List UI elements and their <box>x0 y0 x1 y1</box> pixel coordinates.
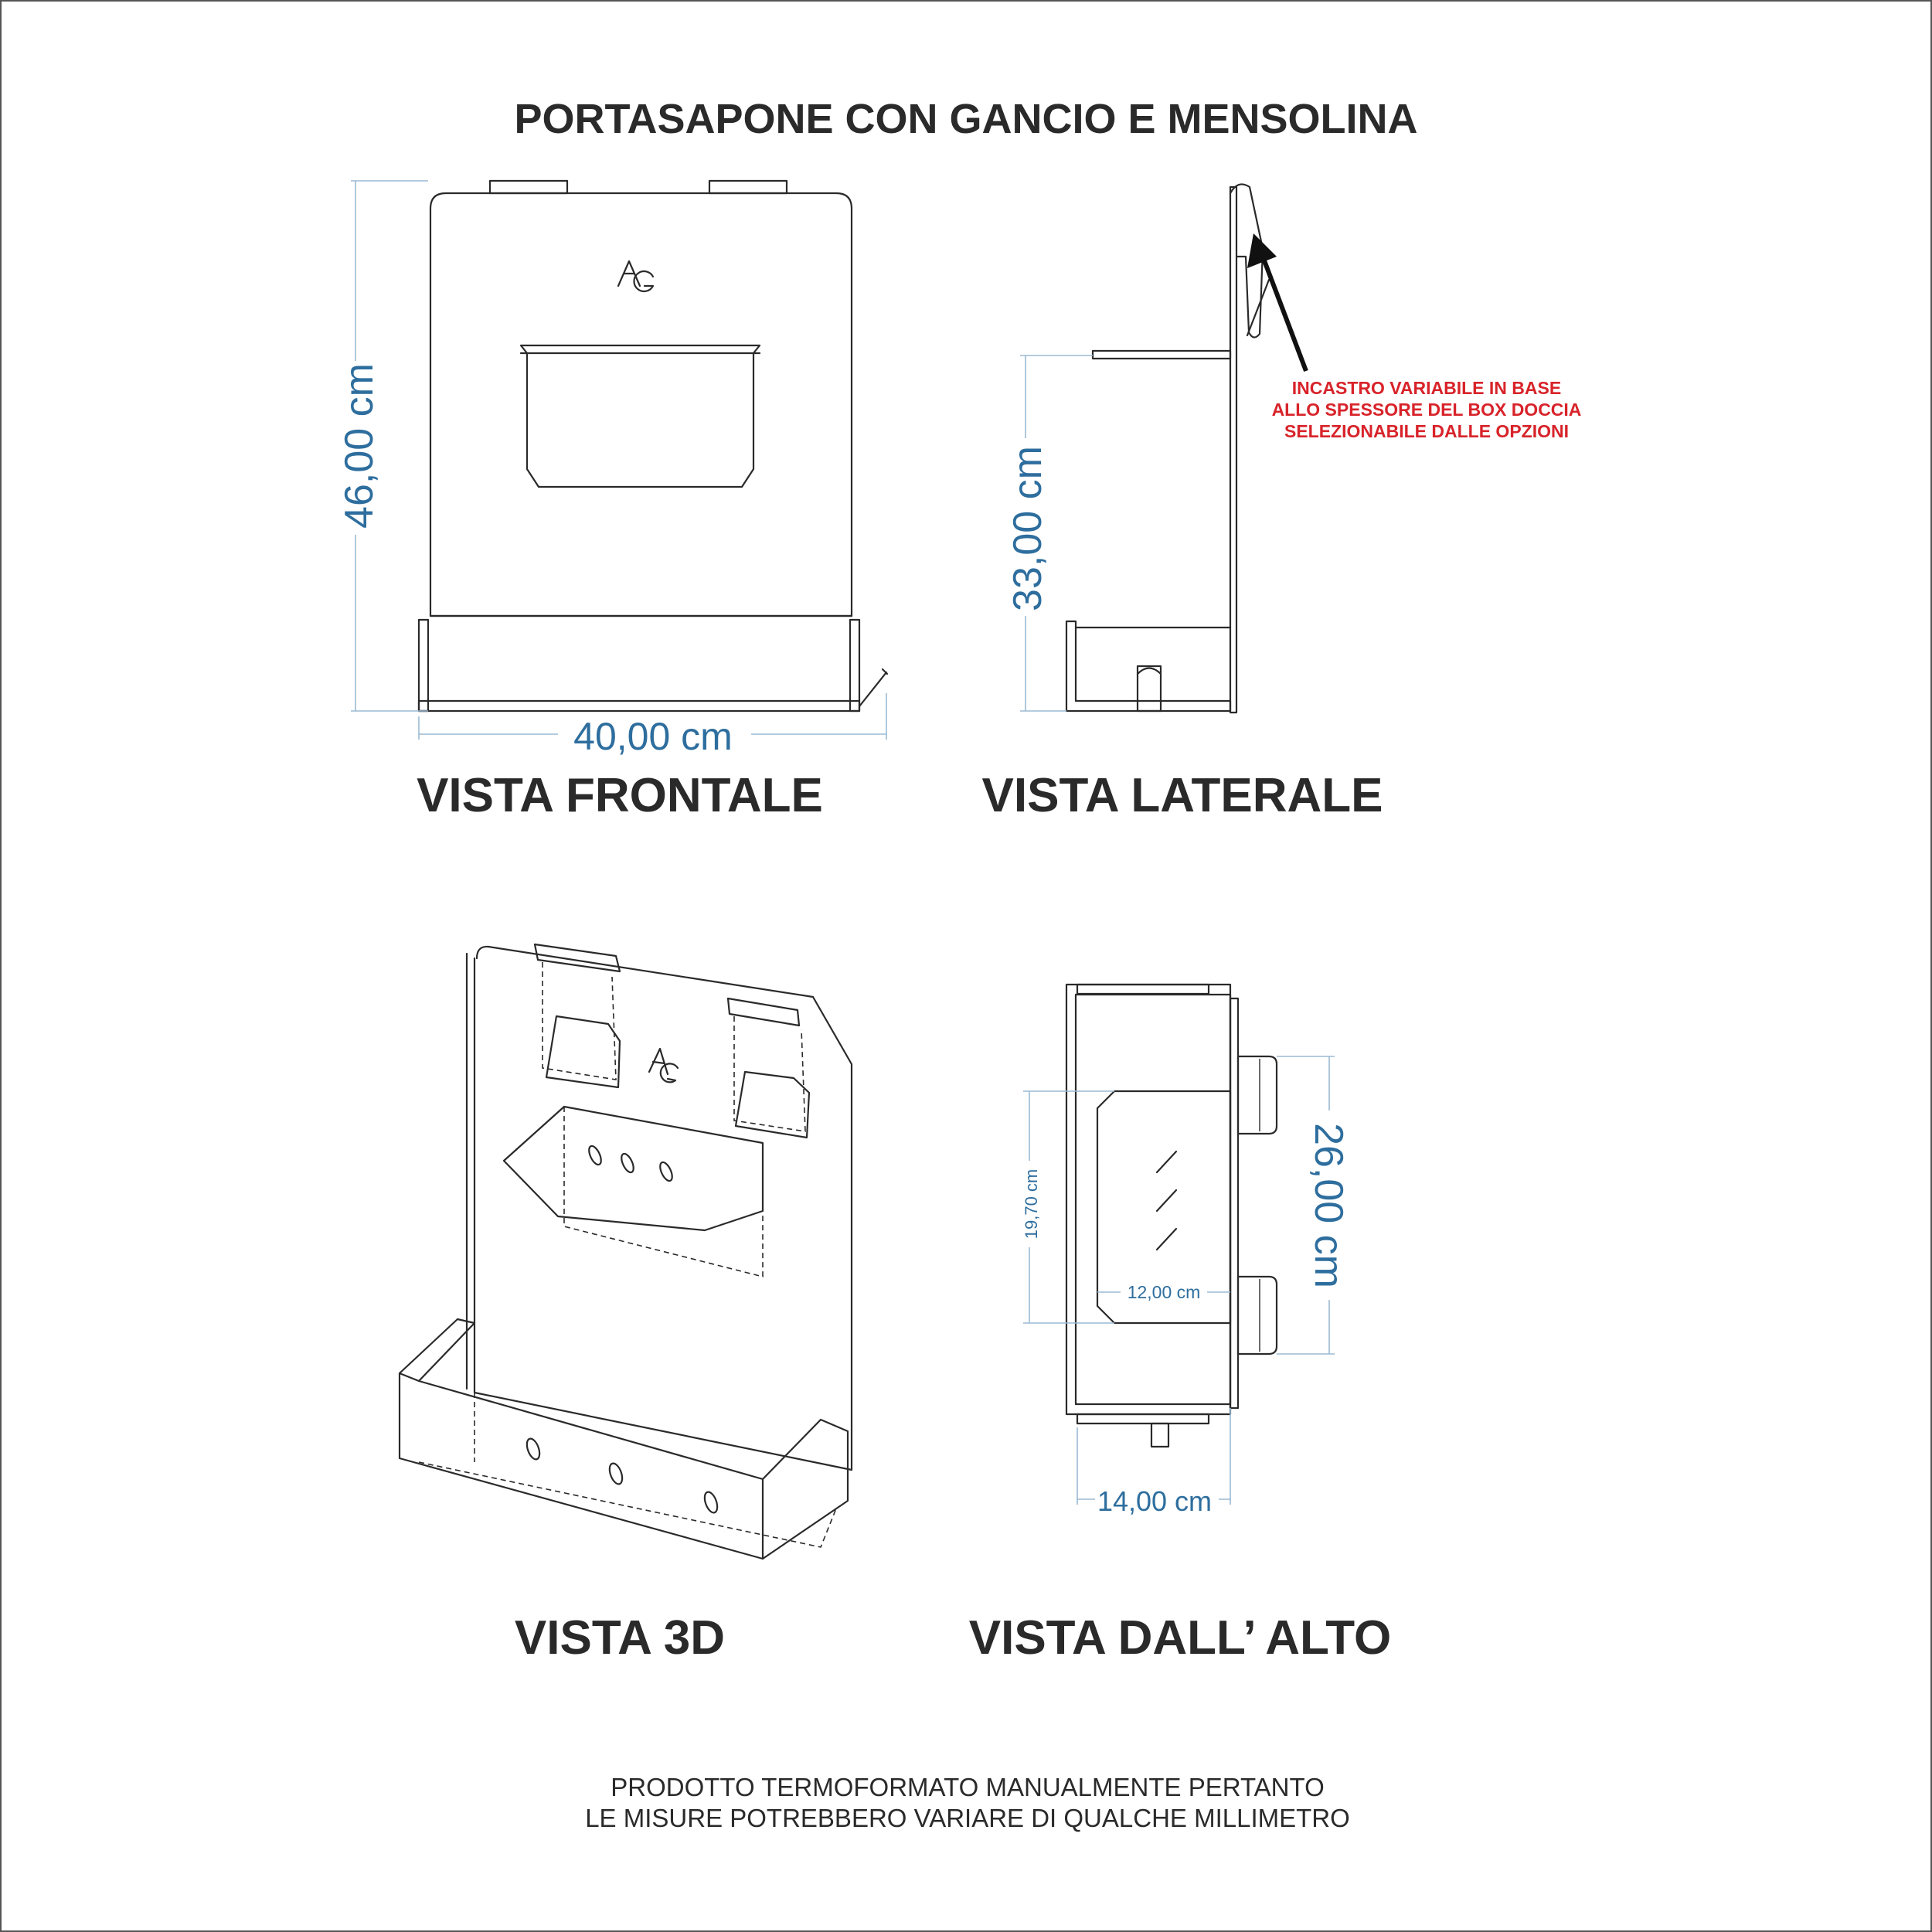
top-shelf-length-dimension: 19,70 cm <box>1022 1168 1041 1240</box>
top-hook-upper <box>1238 1056 1277 1134</box>
front-width-dimension: 40,00 cm <box>573 715 733 758</box>
front-logo-icon <box>618 261 653 291</box>
page-title: PORTASAPONE CON GANCIO E MENSOLINA <box>514 96 1418 142</box>
iso-shelf <box>504 1107 763 1277</box>
iso-logo-icon <box>649 1049 678 1082</box>
top-depth-dimension: 14,00 cm <box>1097 1485 1213 1517</box>
side-arrow <box>1263 257 1306 371</box>
front-view <box>351 181 887 740</box>
front-back-panel <box>430 193 852 616</box>
top-view-label: VISTA DALL’ ALTO <box>968 1611 1392 1665</box>
side-note-line-2: ALLO SPESSORE DEL BOX DOCCIA <box>1271 400 1582 420</box>
side-view <box>1020 184 1306 713</box>
front-height-dimension: 46,00 cm <box>337 363 382 529</box>
drawing-canvas <box>2 2 1932 1932</box>
side-view-label: VISTA LATERALE <box>981 769 1383 822</box>
top-view <box>1023 985 1335 1505</box>
top-back-panel <box>1230 998 1238 1408</box>
front-view-label: VISTA FRONTALE <box>417 769 823 822</box>
footer-line-1: PRODOTTO TERMOFORMATO MANUALMENTE PERTANTO <box>611 1773 1325 1801</box>
front-tray-right-wall <box>850 620 859 711</box>
side-shelf <box>1093 351 1230 359</box>
front-hook-left <box>490 181 567 193</box>
top-tray-outline <box>1066 985 1230 1414</box>
top-hook-lower <box>1238 1277 1277 1354</box>
front-tray <box>419 701 859 711</box>
front-hook-right <box>709 181 787 193</box>
side-panel <box>1230 187 1236 713</box>
iso-hook-right <box>728 998 809 1138</box>
side-note-line-3: SELEZIONABILE DALLE OPZIONI <box>1284 421 1570 441</box>
footer-line-2: LE MISURE POTREBBERO VARIARE DI QUALCHE MILLIMETRO <box>585 1804 1350 1832</box>
top-shelf-depth-dimension: 12,00 cm <box>1127 1282 1201 1302</box>
front-shelf <box>521 345 760 487</box>
top-tray-front-edge <box>1077 985 1209 994</box>
top-tray-peg <box>1151 1423 1168 1447</box>
iso-view <box>400 944 852 1559</box>
iso-view-label: VISTA 3D <box>514 1611 726 1665</box>
side-tray-peg <box>1138 666 1161 711</box>
side-note-line-1: INCASTRO VARIABILE IN BASE <box>1291 378 1562 398</box>
side-height-dimension: 33,00 cm <box>1005 446 1050 611</box>
front-tray-left-wall <box>419 620 428 711</box>
top-length-dimension: 26,00 cm <box>1306 1123 1351 1288</box>
